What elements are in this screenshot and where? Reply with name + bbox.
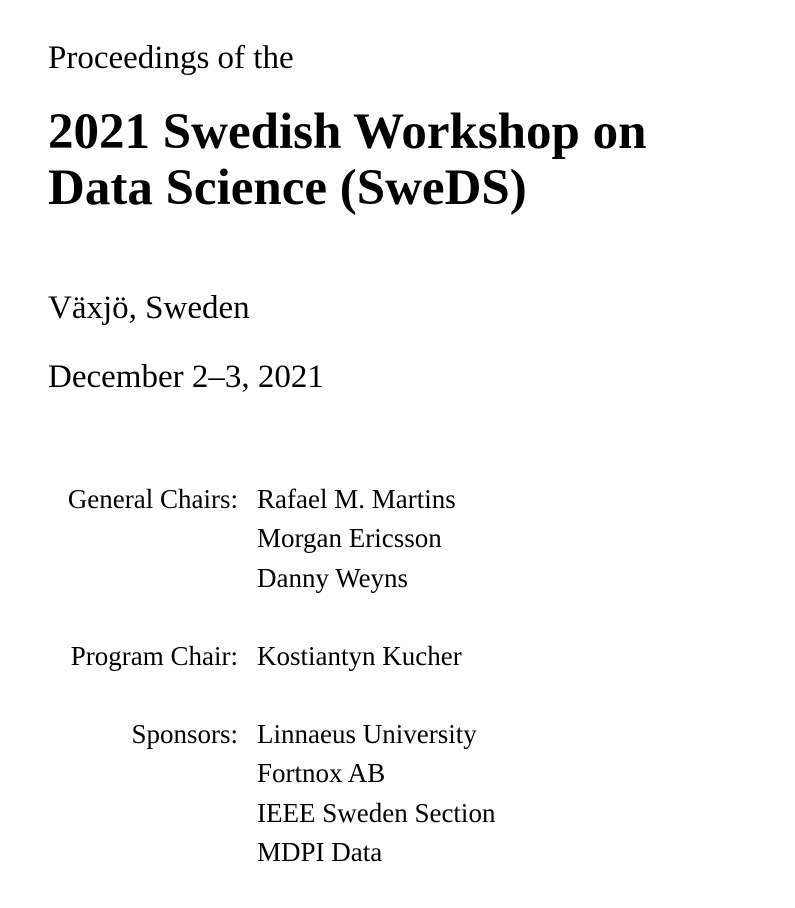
sponsor-name: IEEE Sweden Section: [257, 797, 496, 828]
workshop-title-line-1: 2021 Swedish Workshop on: [48, 104, 647, 160]
general-chairs-label: General Chairs:: [67, 484, 238, 514]
general-chair-name: Rafael M. Martins: [257, 484, 456, 514]
sponsors-group: [48, 715, 568, 872]
general-chair-name: Morgan Ericsson: [257, 523, 442, 554]
general-chairs-list: [257, 480, 456, 598]
workshop-title: [48, 104, 647, 216]
sponsors-list: [257, 715, 495, 872]
sponsor-name: Linnaeus University: [257, 719, 477, 750]
program-chair-list: [257, 637, 462, 676]
proceedings-label: Proceedings of the: [48, 40, 294, 76]
sponsors-label: Sponsors:: [131, 719, 238, 750]
workshop-dates: December 2–3, 2021: [48, 359, 324, 395]
sponsor-name: MDPI Data: [257, 837, 383, 868]
organizer-roles: [48, 480, 568, 872]
general-chair-name: Danny Weyns: [257, 562, 409, 593]
program-chair-group: [48, 637, 568, 676]
general-chairs-group: [48, 480, 568, 598]
program-chair-label: Program Chair:: [70, 640, 238, 671]
document-page: [48, 0, 795, 908]
program-chair-name: Kostiantyn Kucher: [257, 640, 462, 671]
workshop-title-line-2: Data Science (SweDS): [48, 160, 527, 216]
sponsor-name: Fortnox AB: [257, 758, 386, 789]
workshop-location: Växjö, Sweden: [48, 290, 250, 326]
